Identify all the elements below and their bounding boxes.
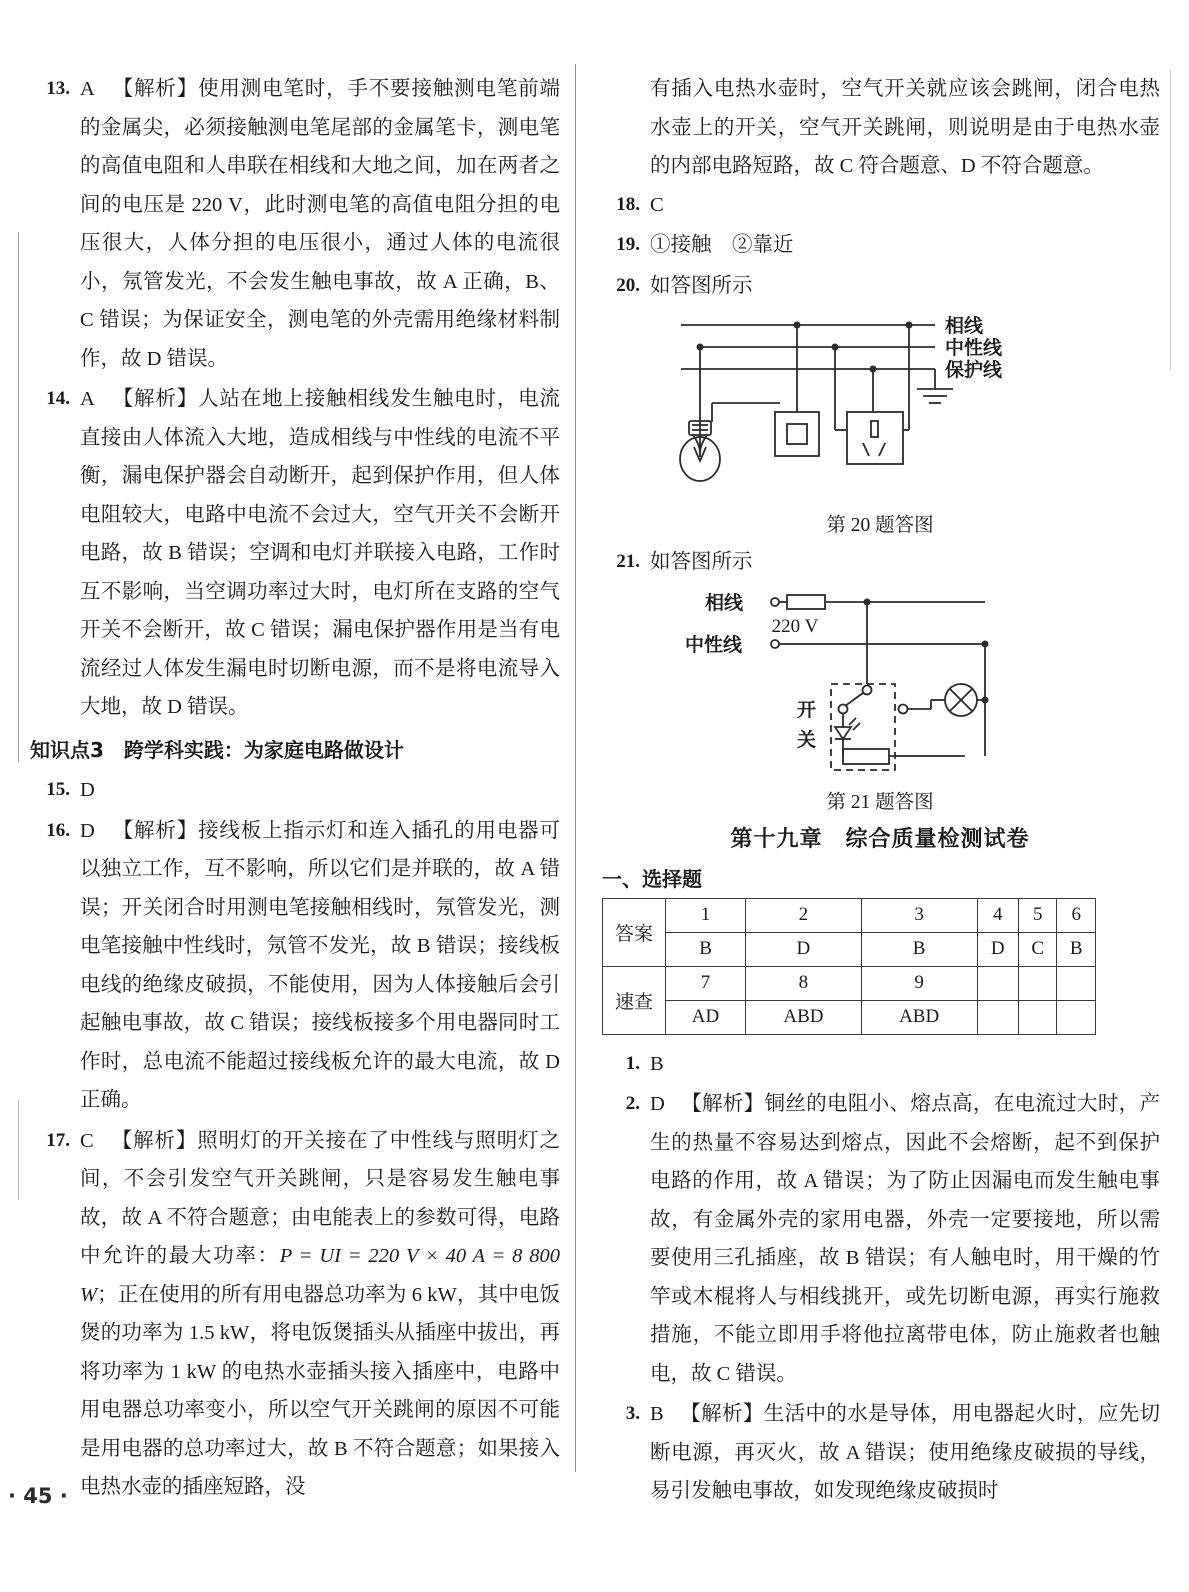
table-cell-a9: ABD [861,1000,977,1034]
left-margin-rule-lower [18,1100,19,1200]
item-answer: C [80,1129,94,1152]
item-body [640,1085,1160,1393]
fuse-body [787,595,825,609]
table-cell-q11 [1018,966,1057,1000]
answer-item-20 [600,267,1160,306]
item-number: 18. [616,193,640,215]
analysis-tag: 【解析】 [111,1129,198,1152]
analysis-text-b: ；正在使用的所有用电器总功率为 6 kW，其中电饭煲的功率为 1.5 kW，将电饭煲插头从插座中拔出，再将功率为 1 kW 的电热水壶插头接入插座中，电路中用电器总功率变小，所以空气开关跳闸的原因不可能是用电器的总功率过大，故 B 不符合题意；如果接入电热水壶的插座短路，没 [80,1283,560,1498]
node-dot [832,344,839,351]
table-cell-a7: AD [666,1000,746,1034]
node-dot [982,640,989,647]
table-cell-a5: C [1018,932,1057,966]
answer-item-13 [30,70,560,378]
item-body [70,1122,560,1507]
table-cell-q3: 3 [861,898,977,932]
table-cell-q8: 8 [746,966,862,1000]
item-body [70,812,560,1120]
label-earth-wire: 保护线 [945,359,1003,381]
label-voltage: 220 V [771,615,819,637]
socket-box [847,412,903,464]
table-cell-q7: 7 [666,966,746,1000]
table-cell-a12 [1057,1000,1096,1034]
table-cell-q4: 4 [977,898,1018,932]
analysis-tag: 【解析】 [112,819,199,842]
label-neutral-wire: 中性线 [685,633,743,656]
item-body [640,1045,1160,1084]
answer-item-3 [600,1395,1160,1511]
switch-blade [845,693,863,706]
answer-item-17 [30,1122,560,1507]
switch-contact-lower [839,704,848,713]
item-number: 16. [46,819,70,841]
node-dot [864,598,871,605]
answer-item-18 [600,186,1160,225]
node-dot [870,366,877,373]
item-number: 3. [625,1403,640,1424]
item-answer: B [650,1052,664,1075]
answer-item-15 [30,771,560,810]
analysis-text-a: 照明灯的开关接在了中性线与照明灯之间，不会引发空气开关跳闸，只是容易发生触电事故，故 A 不符合题意；由电能表上的参数可得，电路中允许的最大功率： [80,1129,561,1267]
item-number: 2. [625,1093,640,1114]
knowledge-point-heading: 知识点3 跨学科实践：为家庭电路做设计 [30,737,404,762]
led-ray-1 [849,718,856,725]
figure-20-caption: 第 20 题答图 [826,515,934,536]
node-dot [697,344,704,351]
table-cell-q9: 9 [861,966,977,1000]
right-column [600,70,1160,1513]
table-cell-q10 [977,966,1018,1000]
figure-21-caption: 第 21 题答图 [826,791,934,813]
row-header-quickcheck: 速查 [603,966,666,1034]
indicator-led-triangle [835,727,851,739]
analysis-tag: 【解析】 [112,388,199,410]
label-neutral-wire: 中性线 [945,337,1003,359]
table-cell-a1: B [666,932,746,966]
answer-quick-reference-table [602,898,1096,1035]
page-number: · 45 · [8,1484,68,1508]
item-body [70,771,560,810]
item-answer: D [80,819,95,842]
item-body [70,380,560,727]
analysis-text: 生活中的水是导体，用电器起火时，应先切断电源，再灭火，故 A 错误；使用绝缘皮破损的导线，易引发触电事故，如发现绝缘皮破损时 [650,1403,1161,1502]
table-row [603,966,1096,1000]
item-body: ①接触 ②靠近 [650,234,794,256]
indicator-resistor [843,749,889,764]
answer-item-14 [30,380,560,727]
analysis-tag: 【解析】 [112,78,199,100]
item-number: 15. [46,779,70,800]
column-divider-rule [575,64,576,1472]
answer-item-21 [600,543,1160,582]
switch-box-outer [775,412,819,456]
neutral-terminal [771,640,779,648]
table-cell-a6: B [1057,932,1096,966]
item-number: 19. [616,234,640,255]
table-cell-q6: 6 [1057,898,1096,932]
socket-right-hole [879,443,885,456]
socket-earth-hole [871,421,878,437]
answer-item-16 [30,812,560,1120]
figure-20 [600,307,1160,537]
switch-out-terminal [899,704,908,713]
right-margin-rule [1170,70,1171,370]
label-live-wire: 相线 [945,315,984,337]
answer-item-2 [600,1085,1160,1393]
node-dot [982,696,989,703]
table-cell-a10 [977,1000,1018,1034]
item-body: 如答图所示 [650,551,753,573]
item-body [70,70,560,378]
answer-item-19 [600,226,1160,265]
item-number: 21. [616,551,640,572]
table-cell-q1: 1 [666,898,746,932]
item-answer: D [650,1093,665,1115]
label-switch-char-1: 开 [797,698,817,721]
table-cell-q12 [1057,966,1096,1000]
socket-left-hole [863,443,869,456]
table-cell-a2: D [746,932,862,966]
analysis-text: 使用测电笔时，手不要接触测电笔前端的金属尖，必须接触测电笔尾部的金属笔卡，测电笔的高值电阻和人串联在相线和大地之间，加在两者之间的电压是 220 V，此时测电笔的高值电阻分担的电压很大，人体分担的电压很小，通过人体的电流很小，氖管发光，不会发生触电事故，故 A 正确，B、C 错误；为保证安全，测电笔的外壳需用绝缘材料制作，故 D 错误。 [80,78,561,370]
table-row [603,898,1096,932]
analysis-text: 铜丝的电阻小、熔点高，在电流过大时，产生的热量不容易达到熔点，因此不会熔断，起不到保护电路的作用，故 A 错误；为了防止因漏电而发生触电事故，有金属外壳的家用电器，外壳一定要接地，所以需要使用三孔插座，故 B 错误；有人触电时，用干燥的竹竿或木棍将人与相线挑开，或先切断电源，再实行施救措施，不能立即用手将他拉离带电体，防止施救者也触电，故 C 错误。 [650,1093,1161,1385]
table-row [603,1000,1096,1034]
row-header-answers: 答案 [603,898,666,966]
label-switch-char-2: 关 [797,728,817,751]
figure-20-svg [645,307,1115,507]
table-cell-a11 [1018,1000,1057,1034]
left-column [30,70,560,1509]
label-live-wire: 相线 [705,591,744,614]
item-number: 20. [616,274,640,296]
item-body: 如答图所示 [650,274,753,297]
chapter-title: 第十九章 综合质量检测试卷 [730,826,1030,852]
live-terminal [771,598,779,606]
item-17-continuation: 有插入电热水壶时，空气开关就应该会跳闸，闭合电热水壶上的开关，空气开关跳闸，则说明是由于电热水壶的内部电路短路，故 C 符合题意、D 不符合题意。 [650,78,1160,177]
table-cell-q5: 5 [1018,898,1057,932]
item-body [640,186,1160,225]
section-title: 一、选择题 [602,866,702,891]
analysis-text: 人站在地上接触相线发生触电时，电流直接由人体流入大地，造成相线与中性线的电流不平衡，漏电保护器会自动断开，起到保护作用，但人体电阻较大，电路中电流不会过大，空气开关不会断开电路，故 B 错误；空调和电灯并联接入电路，工作时互不影响，当空调功率过大时，电灯所在支路的空气开关不会断开，故 C 错误；漏电保护器作用是当有电流经过人体发生漏电时切断电源，而不是将电流导入大地，故 D 错误。 [80,388,561,718]
led-ray-2 [853,723,860,730]
answer-item-1 [600,1045,1160,1084]
table-cell-a3: B [861,932,977,966]
item-answer: B [650,1403,664,1425]
figure-21-svg [645,584,1115,784]
item-number: 1. [625,1052,640,1074]
table-cell-a8: ABD [746,1000,862,1034]
item-body [640,1395,1160,1511]
item-answer: C [650,193,664,216]
figure-21 [600,584,1160,814]
power-formula: P = UI = 220 V × 40 A = 8 800 W [80,1245,560,1306]
switch-contact-upper [863,685,872,694]
analysis-tag: 【解析】 [681,1093,765,1115]
node-dot [906,322,913,329]
item-number: 14. [46,388,70,409]
item-number: 17. [46,1129,70,1151]
item-number: 13. [46,78,70,99]
item-answer: A [80,78,95,100]
table-cell-a4: D [977,932,1018,966]
node-dot [794,322,801,329]
item-answer: D [80,779,95,801]
switch-box-inner [787,424,807,444]
analysis-tag: 【解析】 [680,1403,764,1425]
table-row [603,932,1096,966]
item-answer: A [80,388,95,410]
left-margin-rule [18,232,19,762]
table-cell-q2: 2 [746,898,862,932]
analysis-text: 接线板上指示灯和连入插孔的用电器可以独立工作，互不影响，所以它们是并联的，故 A 错误；开关闭合时用测电笔接触相线时，氖管发光，测电笔接触中性线时，氖管不发光，故 B 错误；接线板电线的绝缘皮破损，不能使用，因为人体接触后会引起触电事故，故 C 错误；接线板接多个用电器同时工作时，总电流不能超过接线板允许的最大电流，故 D 正确。 [80,819,561,1111]
